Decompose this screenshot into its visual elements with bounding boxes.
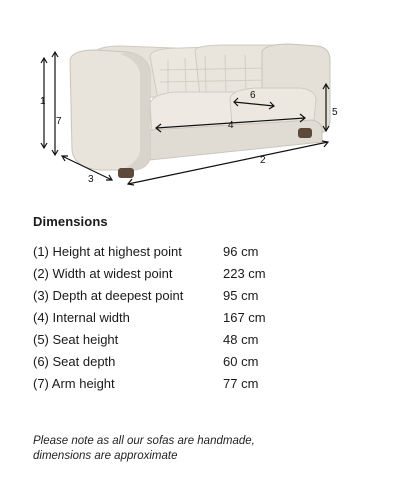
list-item xyxy=(33,332,333,354)
sofa-image xyxy=(70,44,330,178)
handmade-note xyxy=(33,434,373,464)
spec-value: 96 cm xyxy=(223,244,259,259)
dim-label-5: 5 xyxy=(332,107,338,118)
spec-value: 48 cm xyxy=(223,332,259,347)
list-item xyxy=(33,288,333,310)
spec-value: 77 cm xyxy=(223,376,259,391)
spec-label: (3) Depth at deepest point xyxy=(33,288,184,303)
list-item xyxy=(33,266,333,288)
list-item xyxy=(33,376,333,398)
dim-label-1: 1 xyxy=(40,96,46,107)
spec-value: 95 cm xyxy=(223,288,259,303)
spec-value: 167 cm xyxy=(223,310,266,325)
spec-label: (1) Height at highest point xyxy=(33,244,182,259)
dim-label-2: 2 xyxy=(260,155,266,166)
spec-value: 60 cm xyxy=(223,354,259,369)
spec-label: (6) Seat depth xyxy=(33,354,116,369)
note-line-2: dimensions are approximate xyxy=(33,450,178,462)
dim-label-7: 7 xyxy=(56,116,62,127)
spec-value: 223 cm xyxy=(223,266,266,281)
dimensions-list xyxy=(33,244,333,398)
list-item xyxy=(33,244,333,266)
list-item xyxy=(33,354,333,376)
dim-label-6: 6 xyxy=(250,90,256,101)
list-item xyxy=(33,310,333,332)
spec-label: (7) Arm height xyxy=(33,376,115,391)
spec-label: (5) Seat height xyxy=(33,332,119,347)
spec-label: (4) Internal width xyxy=(33,310,130,325)
note-line-1: Please note as all our sofas are handmade, xyxy=(33,435,255,447)
dim-label-3: 3 xyxy=(88,174,94,185)
dim-label-4: 4 xyxy=(228,120,234,131)
spec-label: (2) Width at widest point xyxy=(33,266,173,281)
sofa-dimension-illustration xyxy=(0,0,400,200)
dimensions-heading: Dimensions xyxy=(33,214,108,229)
